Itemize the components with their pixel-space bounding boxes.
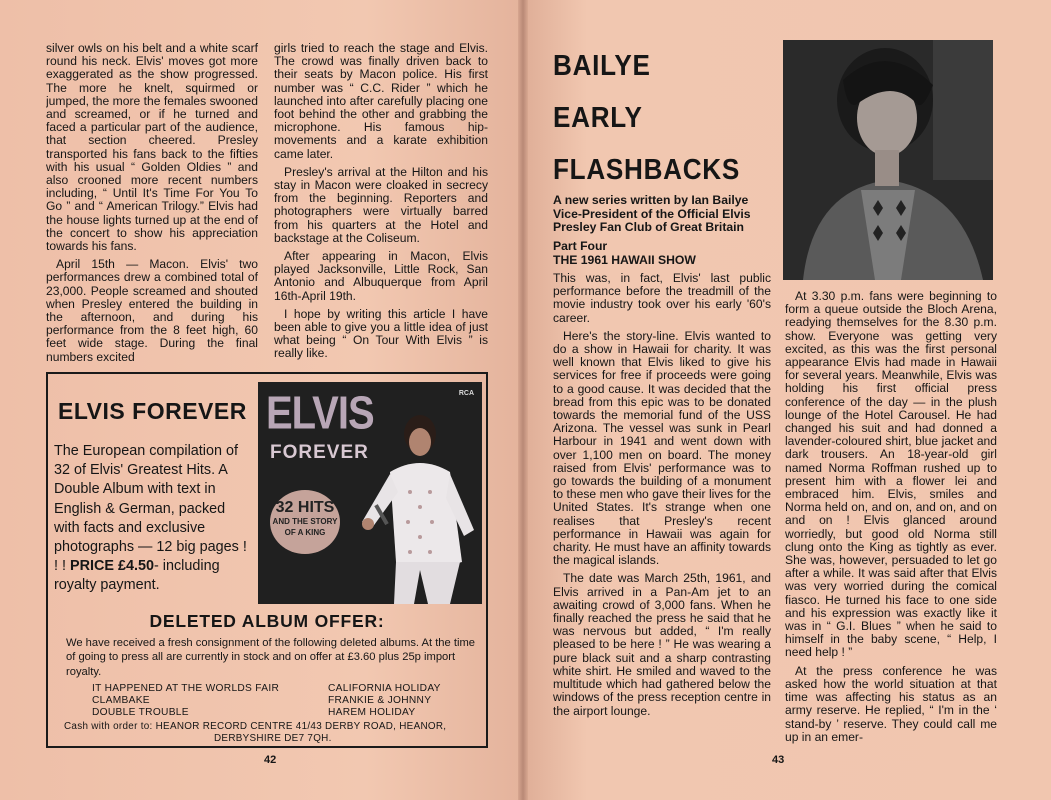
- paragraph: The date was March 25th, 1961, and Elvis arrived in a Pan-Am jet to an awaiting crowd of 3,000 fans. When he finally reached the press he said that he was nervous but added, “ I'm really pleased to be here ! ” He was wearing a pure black suit and a sharp contrasting white shirt. He smiled and waved to the multitude which had gathered below the windows of the press reception centre in the airport lounge.: [553, 571, 771, 718]
- page-number-left: 42: [264, 754, 277, 766]
- rca-logo: RCA: [458, 390, 474, 397]
- order-address-line: DERBYSHIRE DE7 7QH.: [214, 733, 332, 744]
- paragraph: April 15th — Macon. Elvis' two performances drew a combined total of 23,000. People screamed and shouted when Presley entered the building in the afternoon, and during his performance from the 8 feet high, 60 feet wide stage. During the final numbers excited: [46, 257, 258, 364]
- part-number: Part Four: [553, 239, 608, 253]
- cover-badge: [270, 490, 340, 554]
- singer-figure-illustration: [350, 412, 482, 604]
- advert-price: PRICE £4.50: [70, 558, 154, 575]
- cover-subtitle: FOREVER: [270, 442, 369, 463]
- deleted-album-offer-text: We have received a fresh consignment of the following deleted albums. At the time of going to press all are currently in stock and on offer at £3.60 plus 25p import royalty.: [66, 637, 475, 678]
- author-photo: [783, 40, 993, 280]
- advert-price-suffix: - including royalty payment.: [54, 558, 220, 594]
- album-item: IT HAPPENED AT THE WORLDS FAIR: [92, 683, 280, 694]
- article-headline: [553, 40, 740, 196]
- right-column-1: [553, 272, 771, 750]
- headline-line: BAILYE: [553, 50, 651, 82]
- order-address-line: Cash with order to: HEANOR RECORD CENTRE 41/43 DERBY ROAD, HEANOR,: [64, 721, 447, 732]
- album-list-right: [328, 683, 478, 718]
- advert-description-text: The European compilation of 32 of Elvis' Greatest Hits. A Double Album with text in English & German, packed with facts and exclusive photographs — 12 big pages ! ! !: [54, 443, 247, 575]
- cover-badge-story: AND THE STORY OF A KING: [272, 517, 338, 537]
- page-gutter: [518, 0, 528, 800]
- page-number-right: 43: [772, 754, 785, 766]
- part-title: THE 1961 HAWAII SHOW: [553, 252, 696, 267]
- paragraph: After appearing in Macon, Elvis played Jacksonville, Little Rock, San Antonio and Albuquerque from April 16th-April 19th.: [274, 249, 488, 303]
- advert-description: [54, 442, 250, 596]
- paragraph: silver owls on his belt and a white scarf round his neck. Elvis' moves got more exaggerated as the show progressed. The more he knelt, squirmed or jumped, the more the females swooned and screamed, or if he turned and faced a particular part of the audience, that section cheered. Presley transported his fans back to the fifties with his usual “ Golden Oldies ” and also crooned more recent numbers including, “ Until It's Time For You To Go ” and “ American Trilogy.” Elvis had the house lights turned up at the end of the concert to show his appreciation towards his fans.: [46, 42, 258, 254]
- paragraph: At 3.30 p.m. fans were beginning to form a queue outside the Bloch Arena, readying themselves for the 8.30 p.m. show. Everyone was getting very excited, as this was the first personal appearance Elvis had made in Hawaii for several years. Meanwhile, Elvis was holding his first official press conference of the day — in the plush lounge of the Hotel Carousel. He had changed his suit and had donned a lavender-coloured shirt, blue jacket and dark trousers. An 18-year-old girl named Norma Roffman rushed up to present him with a flower lei and embraced him. Elvis, smiles and Norma held on, and on, and on, and on and on ! Elvis glanced around worriedly, but good old Norma still clung onto the King as tightly as ever. She was, however, persuaded to let go after a while. It was said after that Elvis was very worried during the comical fiasco. He turned his face to one side and his expression was exactly like it was in “ G.I. Blues ” when he said to himself in the baby scene, “ Help, I need help ! ”: [785, 290, 997, 660]
- elvis-forever-advert: [46, 372, 488, 748]
- paragraph: girls tried to reach the stage and Elvis. The crowd was finally driven back to their seats by Macon police. His first number was “ C.C. Rider ” which he launched into after carefully placing one foot behind the other and grabbing the microphone. His famous hip-movements and a karate exhibition came later.: [274, 42, 488, 161]
- paragraph: At the press conference he was asked how the world situation at that time was affecting his status as an army reserve. He replied, “ I'm in the ‘ stand-by ’ reserve. They could call me up in an emer-: [785, 663, 997, 744]
- cover-badge-hits: 32 HITS: [275, 499, 335, 516]
- album-cover-image: [258, 382, 482, 604]
- portrait-illustration: [783, 40, 993, 280]
- paragraph: I hope by writing this article I have been able to give you a little idea of just what being “ On Tour With Elvis ” is really like.: [274, 306, 488, 361]
- paragraph: Presley's arrival at the Hilton and his stay in Macon were cloaked in secrecy from the beginning. Reporters and photographers were virtually barred from his quarters at the Hotel and backstage at the Coliseum.: [274, 164, 488, 245]
- advert-title: ELVIS FOREVER: [58, 398, 247, 424]
- right-column-2: [785, 290, 997, 750]
- headline-line: EARLY: [553, 102, 643, 134]
- left-column-1: [46, 42, 258, 370]
- paragraph: Here's the story-line. Elvis wanted to do a show in Hawaii for charity. It was well known that Elvis liked to give his services for free if proceeds were going to a good cause. It was decided that the bread from this epic was to be donated towards the memorial fund of the USS Arizona. The vessel was sunk in Pearl Harbour in 1941 and went down with over 1,100 men on board. The money raised from Elvis' performance was to go towards the building of a monument to these men who gave their lives for the United States. It's strange when one realises that Presley's recent performance in Hawaii was again for charity. He must have an affinity towards the magical islands.: [553, 328, 771, 568]
- album-item: CALIFORNIA HOLIDAY: [328, 683, 441, 694]
- order-address: [64, 721, 484, 745]
- paragraph: This was, in fact, Elvis' last public performance before the treadmill of the movie industry took over his early '60's career.: [553, 272, 771, 325]
- album-item: CLAMBAKE: [92, 694, 150, 706]
- headline-line: FLASHBACKS: [553, 154, 741, 186]
- album-item: DOUBLE TROUBLE: [92, 706, 189, 718]
- deleted-album-offer-title: DELETED ALBUM OFFER:: [149, 611, 385, 631]
- album-item: FRANKIE & JOHNNY: [328, 694, 432, 706]
- album-list-left: [92, 683, 327, 718]
- cover-logo: ELVIS: [266, 388, 374, 439]
- article-part: [553, 240, 775, 267]
- album-item: HAREM HOLIDAY: [328, 706, 416, 718]
- article-byline: A new series written by Ian Bailye Vice-President of the Official Elvis Presley Fan Club of Great Britain: [553, 193, 751, 235]
- left-column-2: [274, 42, 488, 370]
